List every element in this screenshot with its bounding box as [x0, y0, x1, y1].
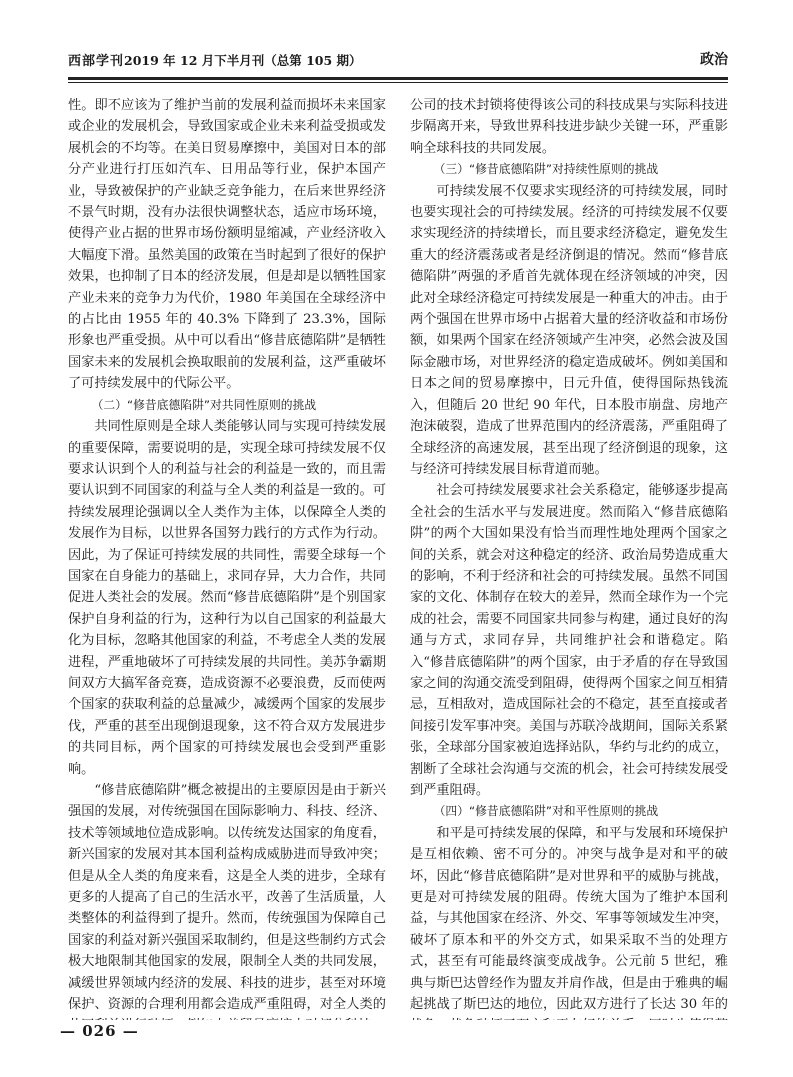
section-heading: （三）“修昔底德陷阱”对持续性原则的挑战	[433, 162, 659, 177]
header-rule-thin	[68, 82, 728, 83]
paragraph: 共同性原则是全球人类能够认同与实现可持续发展的重要保障，需要说明的是，实现全球可持续发展不仅要求认识到个人的利益与社会的利益是一致的，而且需要认识到不同国家的利益与全人类的利益是一致的。可持续发展理论强调以全人类作为主体，以保障全人类的发展作为目标，以世界各国努力践行的方式作为行动。因此，为了保证可持续发展的共同性，需要全球每一个国家在自身能力的基础上，求同存异，大力合作，共同促进人类社会的发展。然而“修昔底德陷阱”是个别国家保护自身利益的行为，这种行为以自己国家的利益最大化为目标，忽略其他国家的利益，不考虑全人类的发展进程，严重地破坏了可持续发展的共同性。美苏争霸期间双方大搞军备竞赛，造成资源不必要浪费，反而使两个国家的获取利益的总量减少，减缓两个国家的发展步伐，严重的甚至出现倒退现象，这不符合双方发展进步的共同目标，两个国家的可持续发展也会受到严重影响。	[68, 419, 386, 777]
left-column	[68, 95, 386, 1020]
paragraph: 和平是可持续发展的保障，和平与发展和环境保护是互相依赖、密不可分的。冲突与战争是对和平的破坏，因此“修昔底德陷阱”是对世界和平的威胁与挑战，更是对可持续发展的阻碍。传统大国为了维护本国利益，与其他国家在经济、外交、军事等领域发生冲突，破坏了原本和平的外交方式，如果采取不当的处理方式，甚至有可能最终演变成战争。公元前 5 世纪，雅典与斯巴达曾经作为盟友并肩作战，但是由于雅典的崛起挑战了斯巴达的地位，因此双方进行了长达 30 年的	[410, 825, 728, 1013]
paragraph: 公司的技术封锁将使得该公司的科技成果与实际科技进步隔离开来，导致世界科技进步缺少关键一环，严重影响全球科技的共同发展。	[410, 98, 728, 156]
header-left	[68, 50, 362, 69]
running-header	[68, 44, 728, 70]
page-number: — 026 —	[60, 1022, 139, 1040]
section-label: 政治	[700, 52, 728, 68]
header-rule-thick	[68, 77, 728, 80]
issue-info: 2019 年 12 月下半月刊（总第 105 期）	[124, 53, 362, 68]
section-heading: （二）“修昔底德陷阱”对共同性原则的挑战	[91, 397, 317, 412]
journal-name: 西部学刊	[68, 54, 125, 69]
right-column	[410, 95, 728, 1020]
paragraph: “修昔底德陷阱”概念被提出的主要原因是由于新兴强国的发展，对传统强国在国际影响力、科技、经济、技术等领域地位造成影响。以传统发达国家的角度看，新兴国家的发展对其本国利益构成威胁进而导致冲突；但是从全人类的角度来看，这是全人类的进步，全球有更多的人提高了自己的生活水平，改善了生活质量，人类整体的利益得到了提升。然而，传统强国为保障自己国家的利益对新兴强国采取制约，但是这些制约方式会极大地限制其他国家的发展，限制全人类的共同发展，减缓世界领域内经济的发展、科技的进步，甚至对环境保护、资源的合理利用都会造成严重阻碍，对全人类的	[68, 783, 386, 1013]
section-heading: （四）“修昔底德陷阱”对和平性原则的挑战	[433, 804, 659, 819]
paragraph: 可持续发展不仅要求实现经济的可持续发展，同时也要实现社会的可持续发展。经济的可持续发展不仅要求实现经济的持续增长，而且要求经济稳定，避免发生重大的经济震荡或者是经济倒退的情况。然而“修昔底德陷阱”两强的矛盾首先就体现在经济领域的冲突，因此对全球经济稳定可持续发展是一种重大的冲击。由于两个强国在世界市场中占据着大量的经济收益和市场份额，如果两个国家在经济领域产生冲突，必然会波及国际金融市场，对世界经济的稳定造成破坏。例如美国和日本之间的贸易摩擦中，日元升值，使得国际热钱流入，但随后 20 世纪 90 年代，日本股市崩盘、房地产泡沫破裂，造成了世界范围内的经济震荡，严重阻碍了全球经济的高速发展，甚至出现了经济倒退的现象，这与经济可持续发展目标背道而驰。	[410, 183, 728, 477]
paragraph: 社会可持续发展要求社会关系稳定，能够逐步提高全社会的生活水平与发展进度。然而陷入“修昔底德陷阱”的两个大国如果没有恰当而理性地处理两个国家之间的关系，就会对这种稳定的经济、政治局势造成重大的影响，不利于经济和社会的可持续发展。虽然不同国家的文化、体制存在较大的差异，然而全球作为一个完成的社会，需要不同国家共同参与构建，通过良好的沟通与方式，求同存异，共同维护社会和谐稳定。陷入“修昔底德陷阱”的两个国家，由于矛盾的存在导致国家之间的沟通交流受到阻碍，使得两个国家之间互相猜忌，互相敌对，造成国际社会的不稳定，甚至直接或者间接引发军事冲突。美国与苏联冷战期间，国际关系紧张，全球部分国家被迫选择站队，华约与北约的成立，割断了全球社会沟通与交流的机会，社会可持续发展受到严重阻碍。	[410, 483, 728, 798]
paragraph: 性。即不应该为了维护当前的发展利益而损坏未来国家或企业的发展机会，导致国家或企业未来利益受损或发展机会的不均等。在美日贸易摩擦中，美国对日本的部分产业进行打压如汽车、日用品等行业，保护本国产业，导致被保护的产业缺乏竞争能力，在后来世界经济不景气时期，没有办法很快调整状态，适应市场环境，使得产业占据的世界市场份额明显缩减，产业经济收入大幅度下滑。虽然美国的政策在当时起到了很好的保护效果，也抑制了日本的经济发展，但是却是以牺牲国家产业未来的竞争力为代价，1980 年美国在全球经济中的占比由 1955 年的 40.3% 下降到了 23.3%，国际形象也严重受损。从中可以看出“修昔底德陷阱”是牺牲国家未来的发展机会换取眼前的发展利益，这严重破坏了可持续发展中的代际公平。	[68, 98, 386, 392]
